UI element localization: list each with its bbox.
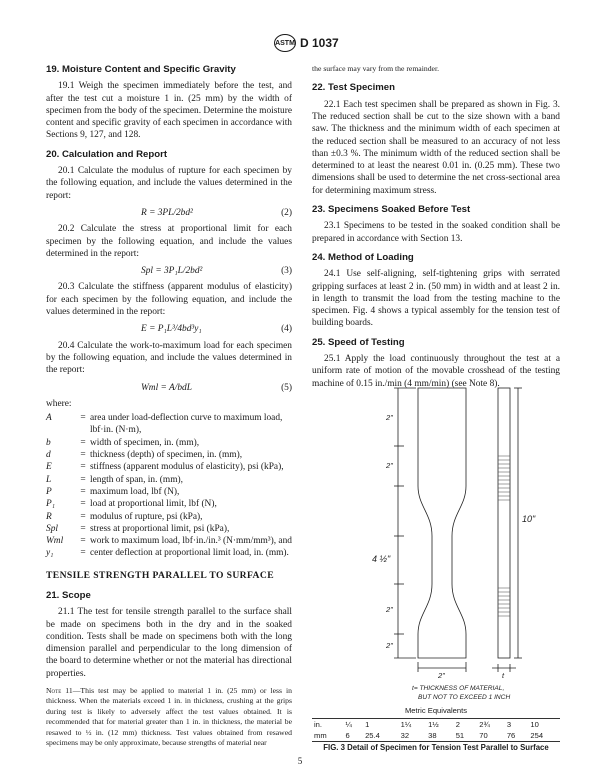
- metric-row-mm: mm 6 25.4 32 38 51 70 76 254: [312, 730, 560, 742]
- metric-cell: 2¾: [477, 719, 505, 731]
- dim-mid-upper: 2": [386, 461, 393, 470]
- astm-logo-icon: ASTM: [274, 34, 296, 52]
- definition-sym: P₁: [46, 499, 55, 510]
- dim-mid-lower: 2": [386, 605, 393, 614]
- specimen-drawing: [312, 376, 560, 702]
- paragraph-20-1: 20.1 Calculate the modulus of rupture for each specimen by the following equation, and include the values determined in the report:: [46, 166, 292, 201]
- definition-sym: R: [46, 511, 52, 522]
- paragraph-25-1: 25.1 Apply the load continuously throughout the test at a uniform rate of motion of the movable crosshead of the testing machine of 0.15 in./min (4 mm/min) (see Note 8).: [312, 354, 560, 389]
- definition-row: [46, 461, 292, 473]
- note-continuation: the surface may vary from the remainder.: [312, 64, 440, 73]
- definition-eq: =: [80, 536, 86, 547]
- left-column: [46, 64, 292, 749]
- metric-cell: 76: [505, 730, 529, 742]
- definition-sym: P: [46, 486, 52, 497]
- definition-sym: Wml: [46, 536, 64, 547]
- document-id: D 1037: [300, 36, 339, 50]
- definition-desc: thickness (depth) of specimen, in. (mm),: [90, 450, 243, 461]
- definition-row: [46, 486, 292, 498]
- paragraph-22-1: 22.1 Each test specimen shall be prepared as shown in Fig. 3. The reduced section shall be cut to the size shown with a band saw. The thickness and the minimum width of each specimen at the reduced section shall be measured to an accuracy of not less than ±0.3 %. The minimum width of the reduced section shall be determined to at least the nearest 0.01 in. (0.25 mm). These two dimensions shall be used to determine the net cross-sectional area for determining maximum stress.: [312, 99, 560, 196]
- section-23-heading: 23. Specimens Soaked Before Test: [312, 204, 471, 216]
- definition-row: [46, 474, 292, 486]
- definition-sym: y₁: [46, 548, 54, 559]
- thickness-note-line-2: BUT NOT TO EXCEED 1 INCH: [418, 694, 511, 701]
- section-19-heading: 19. Moisture Content and Specific Gravity: [46, 64, 236, 75]
- section-25-heading: 25. Speed of Testing: [312, 336, 405, 348]
- definition-sym: A: [46, 413, 52, 424]
- equation-5: Wml = A/bdL (5): [141, 382, 292, 393]
- figure-caption: FIG. 3 Detail of Specimen for Tension Test Parallel to Surface: [323, 743, 549, 752]
- definition-eq: =: [80, 486, 86, 497]
- metric-cell: 51: [454, 730, 478, 742]
- definition-sym: L: [46, 474, 52, 485]
- section-20-heading: 20. Calculation and Report: [46, 148, 168, 160]
- definition-desc: length of span, in. (mm),: [90, 474, 183, 485]
- definition-eq: =: [80, 548, 86, 559]
- metric-row-inches: in. ¼ 1 1¼ 1½ 2 2¾ 3 10: [312, 719, 560, 731]
- equation-4: E = P₁L³/4bd³y₁ (4): [141, 324, 292, 335]
- metric-cell: 1: [363, 719, 399, 731]
- right-column: [312, 64, 560, 392]
- metric-cell: 70: [477, 730, 505, 742]
- definition-eq: =: [80, 450, 86, 461]
- metric-cell: 1½: [426, 719, 454, 731]
- side-view-outline: [498, 388, 510, 658]
- metric-cell: 38: [426, 730, 454, 742]
- definition-row: [46, 449, 292, 461]
- metric-cell: 25.4: [363, 730, 399, 742]
- definition-sym: d: [46, 450, 51, 461]
- section-22-heading: 22. Test Specimen: [312, 82, 396, 94]
- definition-row: [46, 412, 292, 437]
- definition-row: [46, 511, 292, 523]
- section-24-heading: 24. Method of Loading: [312, 251, 414, 263]
- definition-desc: modulus of rupture, psi (kPa),: [90, 511, 203, 522]
- grip-hatching: [498, 456, 510, 616]
- paragraph-20-2: 20.2 Calculate the stress at proportional limit for each specimen by the following equation, and include the values determined in the report:: [46, 224, 292, 259]
- page-number: 5: [297, 756, 303, 766]
- paragraph-23-1: 23.1 Specimens to be tested in the soaked condition shall be prepared in accordance with Section 13.: [312, 221, 560, 244]
- definition-desc: load at proportional limit, lbf (N),: [90, 499, 217, 510]
- paragraph-24-1: 24.1 Use self-aligning, self-tightening grips with serrated gripping surfaces at least 2 in. (50 mm) in width and at least 2 in. in length to transmit the load from the testing machine to the specimen. Fig. 4 shows a typical assembly for the tension test of building boards.: [312, 269, 560, 329]
- metric-cell: 32: [399, 730, 427, 742]
- definition-row: [46, 547, 292, 559]
- dim-width: 2": [438, 671, 445, 680]
- definition-row: [46, 437, 292, 449]
- equation-2: R = 3PL/2bd² (2): [141, 207, 292, 218]
- variable-definitions: [46, 412, 292, 560]
- metric-equivalents-table: [312, 718, 560, 742]
- definition-row: [46, 535, 292, 547]
- definition-eq: =: [80, 511, 86, 522]
- paragraph-20-4: 20.4 Calculate the work-to-maximum load for each specimen by the following equation, and include the values determined in the report:: [46, 340, 292, 376]
- definition-desc: maximum load, lbf (N),: [90, 486, 180, 497]
- paragraph-20-3: 20.3 Calculate the stiffness (apparent modulus of elasticity) for each specimen by the following equation, and include the values determined in the report:: [46, 282, 292, 318]
- metric-equivalents-title: Metric Equivalents: [404, 706, 468, 715]
- definition-sym: Spl: [46, 523, 58, 534]
- definition-eq: =: [80, 413, 86, 424]
- dim-total-length: 10": [522, 514, 536, 524]
- definition-eq: =: [80, 462, 86, 473]
- definition-eq: =: [80, 499, 86, 510]
- page-header: [274, 34, 339, 52]
- metric-cell: 6: [344, 730, 364, 742]
- metric-cell: 10: [528, 719, 560, 731]
- thickness-note-line-1: t= THICKNESS OF MATERIAL,: [412, 685, 505, 692]
- paragraph-21-1: 21.1 The test for tensile strength parallel to the surface shall be made on specimens both in the dry and in the soaked condition. Tests shall be made on specimens both with the long dimension parallel and perpendicular to the long dimension of the board to determine whether or not the material has directional properties.: [46, 607, 292, 679]
- metric-cell: 1¼: [399, 719, 427, 731]
- definition-eq: =: [80, 437, 86, 448]
- definition-desc: center deflection at proportional limit load, in. (mm).: [90, 548, 289, 559]
- definition-desc: width of specimen, in. (mm),: [90, 437, 200, 448]
- specimen-outline: [418, 388, 466, 658]
- dim-bottom: 2": [386, 641, 393, 650]
- definition-sym: E: [46, 462, 52, 473]
- where-label: where:: [46, 398, 72, 409]
- metric-cell: 254: [528, 730, 560, 742]
- definition-desc: work to maximum load, lbf·in./in.³ (N·mm/mm³), and: [90, 536, 292, 547]
- definition-eq: =: [80, 474, 86, 485]
- metric-cell: 2: [454, 719, 478, 731]
- dim-top: 2": [386, 413, 393, 422]
- definition-row: [46, 498, 292, 510]
- definition-desc: stress at proportional limit, psi (kPa),: [90, 523, 230, 534]
- definition-eq: =: [80, 523, 86, 534]
- equation-3: Spl = 3P₁L/2bd² (3): [141, 266, 292, 277]
- definition-desc: area under load-deflection curve to maximum load, lbf·in. (N·m),: [90, 413, 283, 436]
- dim-thickness: t: [502, 671, 505, 680]
- dim-gauge: 4 ½": [372, 554, 391, 564]
- definition-row: [46, 523, 292, 535]
- definition-sym: b: [46, 437, 51, 448]
- definition-desc: stiffness (apparent modulus of elasticity), psi (kPa),: [90, 462, 284, 473]
- tensile-strength-heading: TENSILE STRENGTH PARALLEL TO SURFACE: [46, 569, 275, 581]
- metric-cell: ¼: [344, 719, 364, 731]
- paragraph-19-1: 19.1 Weigh the specimen immediately before the test, and after the test cut a moisture 1 in. (25 mm) by the width of specimen from the body of the specimen. Determine the moisture content and specific gravity of each specimen in accordance with Sections 9, 127, and 128.: [46, 81, 292, 141]
- note-11: Note 11—This test may be applied to material 1 in. (25 mm) or less in thickness. When the materials exceed 1 in. in thickness, crushing at the grips during test is likely to adversely affect the test values obtained. It is recommended that for material greater than 1 in. in thickness, the material be resawed to ½ in. (12 mm) thickness. Test values obtained from resawed specimens may be only approximate, because strengths of material near: [46, 686, 292, 748]
- metric-cell: 3: [505, 719, 529, 731]
- section-21-heading: 21. Scope: [46, 589, 91, 601]
